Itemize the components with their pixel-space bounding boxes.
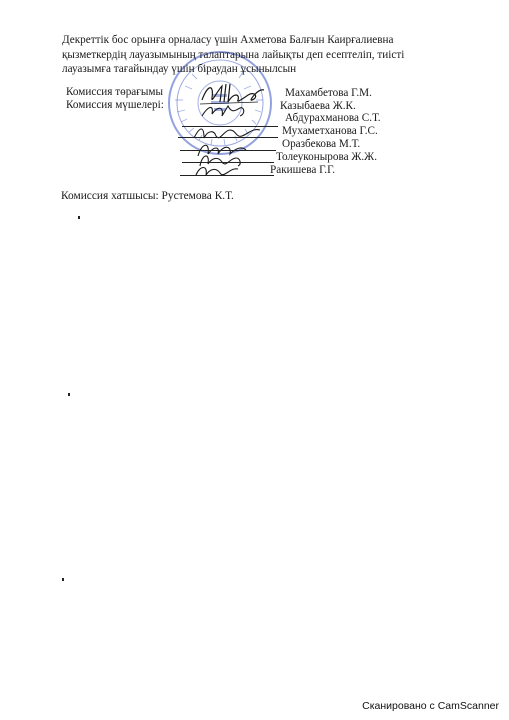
- scan-speck: [78, 216, 80, 219]
- member-name: Оразбекова М.Т.: [282, 138, 361, 150]
- member-name: Толеуконырова Ж.Ж.: [276, 151, 377, 163]
- scan-speck: [68, 393, 70, 396]
- scan-speck: [62, 578, 64, 581]
- member-name: Казыбаева Ж.К.: [280, 100, 356, 112]
- member-name: Махамбетова Г.М.: [285, 87, 372, 99]
- signature-member-1: [200, 100, 250, 122]
- signature-line: [180, 150, 276, 151]
- paragraph-line-3: лауазымға тағайындау үшін біраудан ұсынылсын: [62, 63, 297, 75]
- member-name: Абдурахманова С.Т.: [285, 112, 381, 124]
- secretary-line: Комиссия хатшысы: Рустемова К.Т.: [61, 190, 234, 202]
- paragraph-line-2: қызметкердің лауазымының талаптарына лайықты деп есептеліп, тиісті: [62, 48, 405, 61]
- decision-paragraph: [62, 33, 447, 77]
- signature-line: [182, 126, 278, 127]
- signature-member-5: [192, 163, 242, 183]
- paragraph-line-1: Декреттік бос орынға орналасу үшін Ахметова Балғын Каирғалиевна: [62, 34, 394, 46]
- signature-line: [182, 162, 274, 163]
- chair-label: Комиссия төрағымы: [66, 86, 163, 98]
- camscanner-watermark: Сканировано с CamScanner: [362, 700, 499, 712]
- signature-line: [180, 175, 274, 176]
- member-name: Ракишева Г.Г.: [270, 164, 336, 176]
- signature-line: [178, 137, 278, 138]
- member-name: Мухаметханова Г.С.: [282, 125, 378, 137]
- members-label: Комиссия мүшелері:: [66, 99, 164, 111]
